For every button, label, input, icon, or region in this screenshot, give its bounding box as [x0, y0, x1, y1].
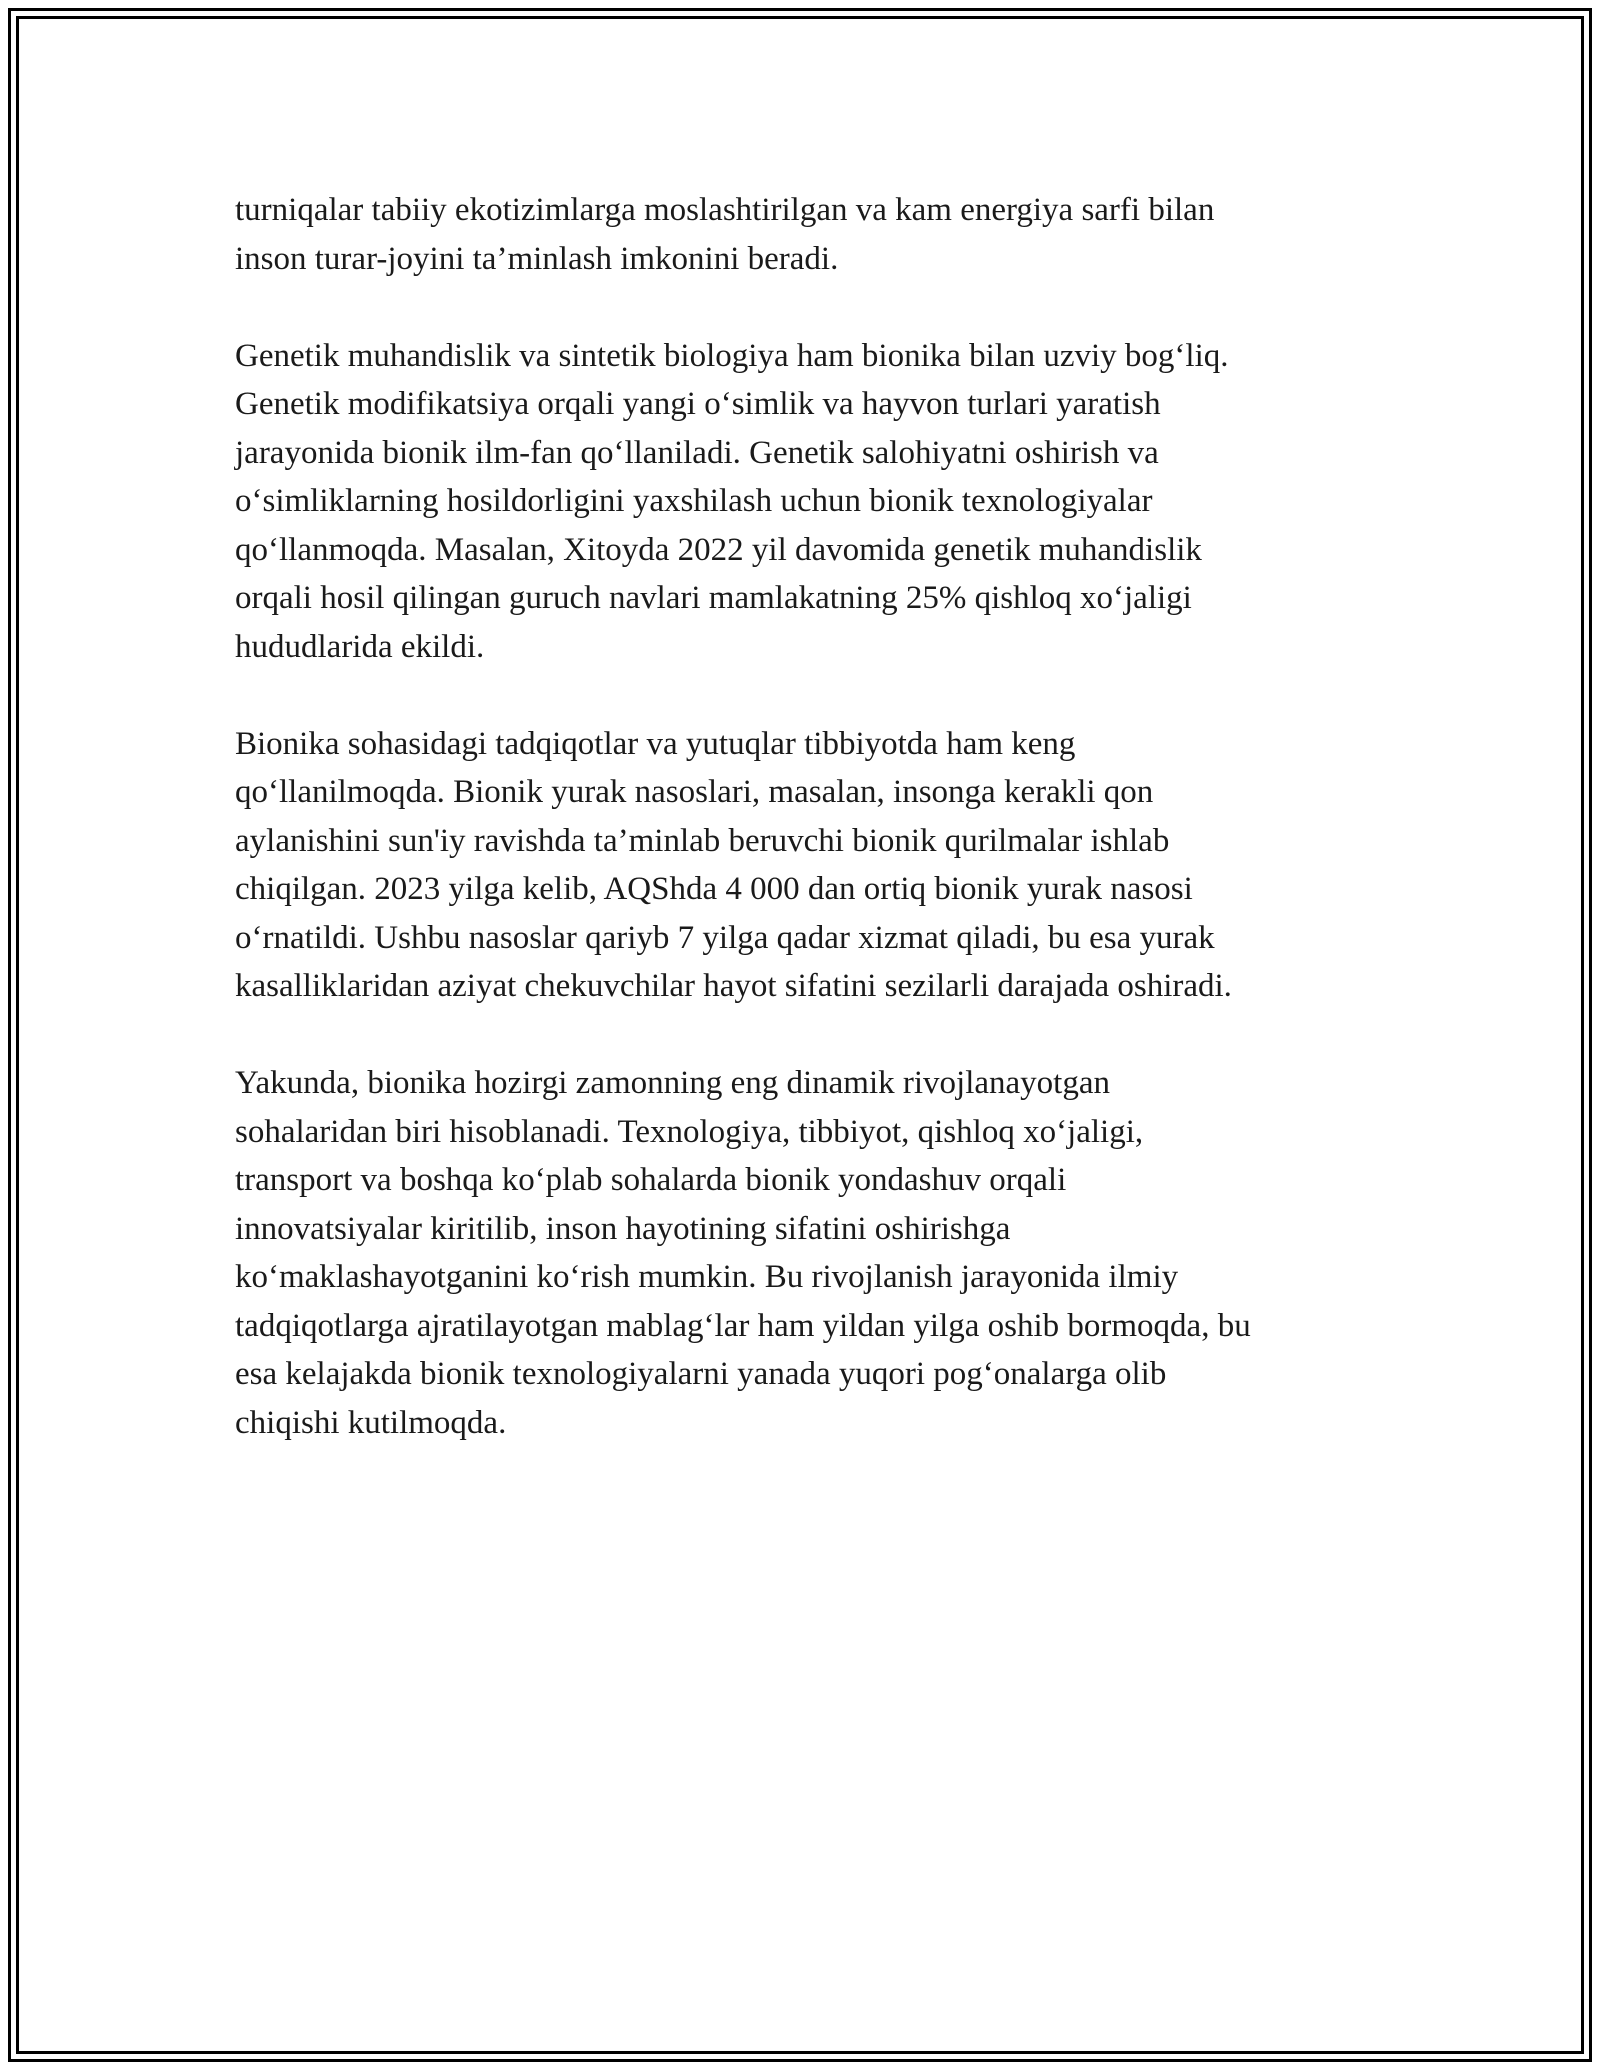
text-line: orqali hosil qilingan guruch navlari mamlakatning 25% qishloq xo‘jaligi [235, 580, 1192, 616]
text-line: Yakunda, bionika hozirgi zamonning eng dinamik rivojlanayotgan [235, 1065, 1110, 1101]
text-line: aylanishini sun'iy ravishda ta’minlab beruvchi bionik qurilmalar ishlab [235, 822, 1170, 859]
text-line: kasalliklaridan aziyat chekuvchilar hayot sifatini sezilarli darajada oshiradi. [235, 968, 1232, 1004]
text-line: Bionika sohasidagi tadqiqotlar va yutuqlar tibbiyotda ham keng [235, 725, 1076, 762]
text-line: hududlarida ekildi. [235, 628, 485, 665]
text-line: innovatsiyalar kiritilib, inson hayotining sifatini oshirishga [235, 1210, 1011, 1247]
text-line: ko‘maklashayotganini ko‘rish mumkin. Bu rivojlanish jarayonida ilmiy [235, 1259, 1179, 1295]
paragraph-3 [235, 720, 1375, 1011]
document-body [235, 186, 1375, 1496]
text-line: sohalaridan biri hisoblanadi. Texnologiya, tibbiyot, qishloq xo‘jaligi, [235, 1113, 1144, 1150]
text-line: inson turar-joyini ta’minlash imkonini beradi. [235, 240, 839, 277]
paragraph-1 [235, 186, 1375, 283]
paragraph-4 [235, 1059, 1375, 1447]
text-line: turniqalar tabiiy ekotizimlarga moslashtirilgan va kam energiya sarfi bilan [235, 192, 1215, 228]
text-line: Genetik muhandislik va sintetik biologiya ham bionika bilan uzviy bog‘liq. [235, 337, 1229, 374]
text-line: chiqishi kutilmoqda. [235, 1404, 507, 1441]
text-line: Genetik modifikatsiya orqali yangi o‘simlik va hayvon turlari yaratish [235, 386, 1161, 422]
text-line: qo‘llanilmoqda. Bionik yurak nasoslari, masalan, insonga kerakli qon [235, 774, 1154, 810]
text-line: chiqilgan. 2023 yilga kelib, AQShda 4 000 dan ortiq bionik yurak nasosi [235, 871, 1193, 907]
text-line: qo‘llanmoqda. Masalan, Xitoyda 2022 yil davomida genetik muhandislik [235, 531, 1202, 568]
text-line: esa kelajakda bionik texnologiyalarni yanada yuqori pog‘onalarga olib [235, 1356, 1167, 1392]
text-line: jarayonida bionik ilm-fan qo‘llaniladi. Genetik salohiyatni oshirish va [235, 434, 1159, 471]
text-line: o‘rnatildi. Ushbu nasoslar qariyb 7 yilga qadar xizmat qiladi, bu esa yurak [235, 919, 1215, 956]
text-line: o‘simliklarning hosildorligini yaxshilash uchun bionik texnologiyalar [235, 483, 1153, 519]
text-line: tadqiqotlarga ajratilayotgan mablag‘lar ham yildan yilga oshib bormoqda, bu [235, 1307, 1251, 1344]
paragraph-2 [235, 332, 1375, 672]
text-line: transport va boshqa ko‘plab sohalarda bionik yondashuv orqali [235, 1162, 1067, 1198]
